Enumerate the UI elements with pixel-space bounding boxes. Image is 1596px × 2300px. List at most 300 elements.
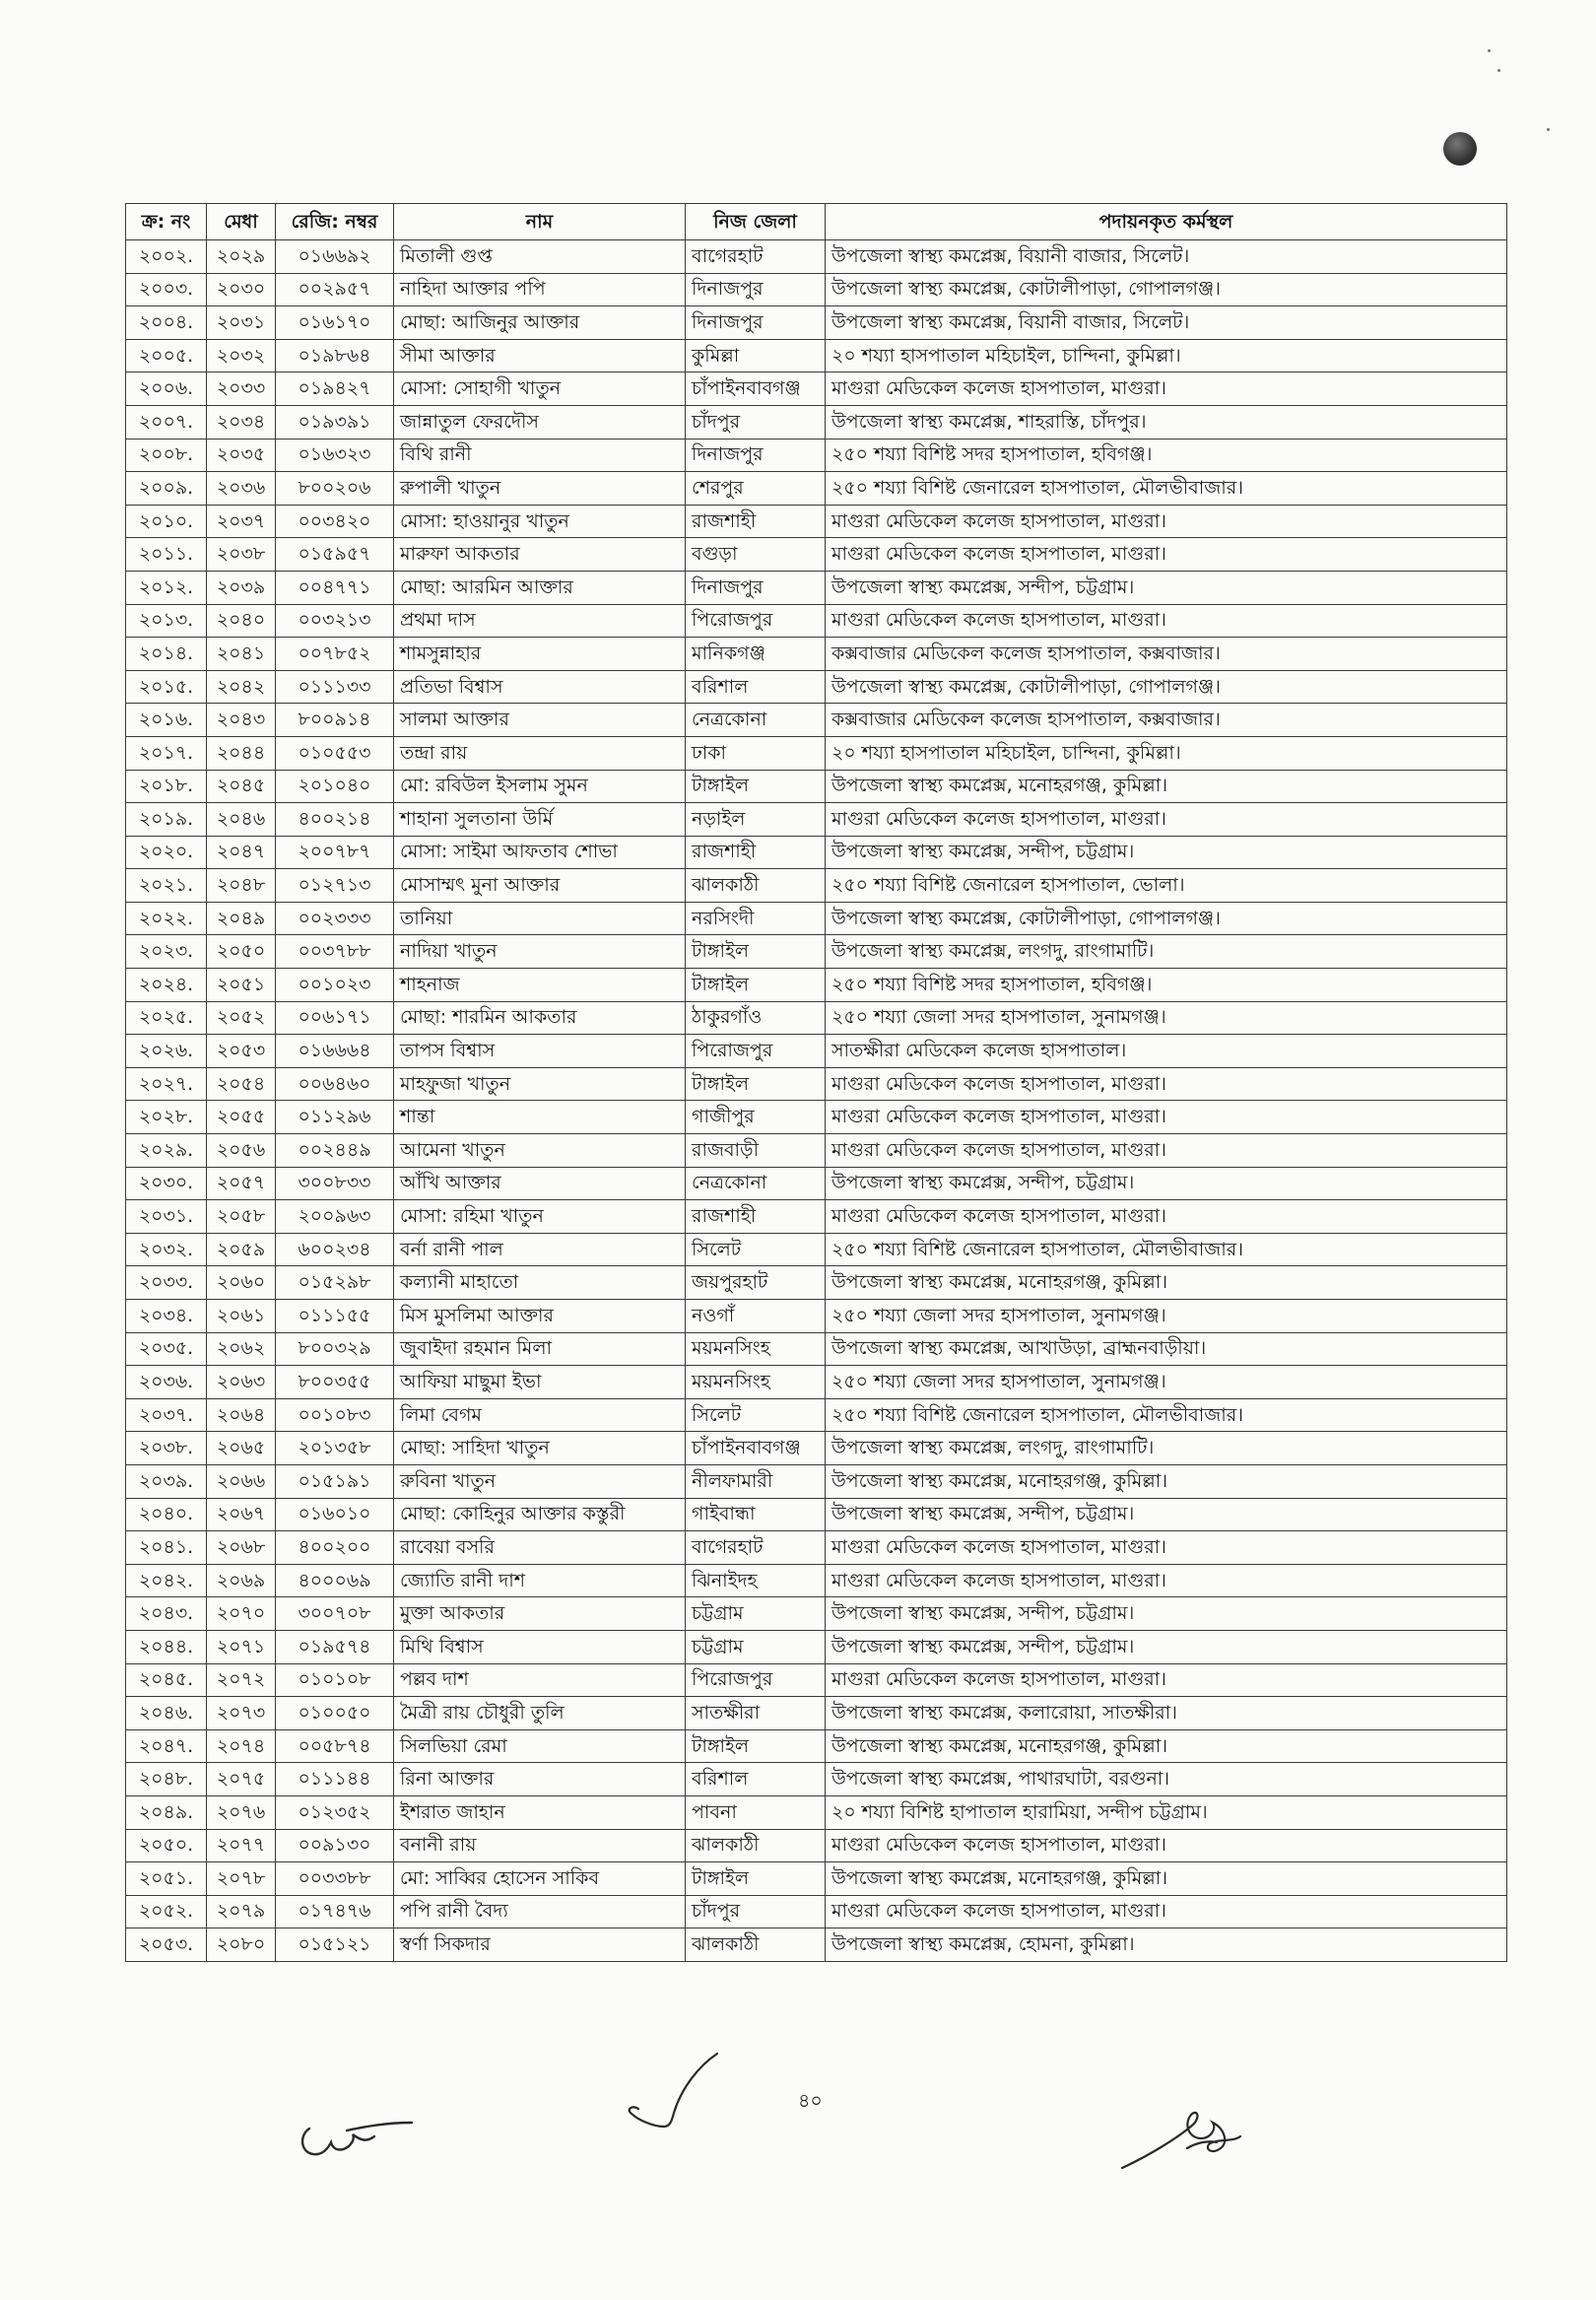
col-header-serial: ক্র: নং <box>126 204 207 240</box>
cell-district: দিনাজপুর <box>686 306 826 340</box>
cell-posting: উপজেলা স্বাস্থ্য কমপ্লেক্স, মনোহরগঞ্জ, কুমিল্লা। <box>826 770 1507 803</box>
cell-reg: ০১৬৬৯২ <box>276 240 394 274</box>
table-row <box>126 240 1507 274</box>
cell-name: মোসা: রহিমা খাতুন <box>394 1200 686 1234</box>
cell-reg: ০০৬১৭১ <box>276 1001 394 1035</box>
table-row <box>126 1167 1507 1200</box>
cell-merit: ২০৪৫ <box>207 770 276 803</box>
cell-name: মিস মুসলিমা আক্তার <box>394 1300 686 1333</box>
cell-serial: ২০০২. <box>126 240 207 274</box>
cell-serial: ২০৩৭. <box>126 1398 207 1432</box>
cell-serial: ২০০৪. <box>126 306 207 340</box>
table-row <box>126 1332 1507 1366</box>
cell-posting: মাগুরা মেডিকেল কলেজ হাসপাতাল, মাগুরা। <box>826 1895 1507 1928</box>
cell-reg: ৪০০২১৪ <box>276 803 394 837</box>
cell-name: মোছা: আজিনুর আক্তার <box>394 306 686 340</box>
cell-posting: ২৫০ শয্যা জেলা সদর হাসপাতাল, সুনামগঞ্জ। <box>826 1300 1507 1333</box>
cell-serial: ২০১২. <box>126 571 207 604</box>
table-row <box>126 803 1507 837</box>
cell-reg: ০১১১৫৫ <box>276 1300 394 1333</box>
cell-merit: ২০৫০ <box>207 935 276 969</box>
cell-reg: ০১৯৩৯১ <box>276 405 394 439</box>
cell-district: চাঁদপুর <box>686 1895 826 1928</box>
table-row <box>126 1928 1507 1962</box>
table-row <box>126 736 1507 770</box>
cell-reg: ০০২৪৪৯ <box>276 1134 394 1168</box>
cell-district: চাঁপাইনবাবগঞ্জ <box>686 372 826 406</box>
cell-district: বাগেরহাট <box>686 1531 826 1565</box>
cell-reg: ০১১১৪৪ <box>276 1763 394 1796</box>
cell-posting: মাগুরা মেডিকেল কলেজ হাসপাতাল, মাগুরা। <box>826 1829 1507 1862</box>
cell-name: রিনা আক্তার <box>394 1763 686 1796</box>
cell-posting: ২০ শয্যা বিশিষ্ট হাপাতাল হারামিয়া, সন্দীপ চট্টগ্রাম। <box>826 1795 1507 1829</box>
cell-serial: ২০২৭. <box>126 1067 207 1101</box>
cell-name: তাপস বিশ্বাস <box>394 1035 686 1068</box>
cell-name: বনানী রায় <box>394 1829 686 1862</box>
cell-name: সালমা আক্তার <box>394 704 686 737</box>
cell-district: পিরোজপুর <box>686 604 826 638</box>
cell-posting: উপজেলা স্বাস্থ্য কমপ্লেক্স, সন্দীপ, চট্টগ্রাম। <box>826 1597 1507 1631</box>
cell-posting: ২০ শয্যা হাসপাতাল মহিচাইল, চান্দিনা, কুমিল্লা। <box>826 736 1507 770</box>
table-row <box>126 1531 1507 1565</box>
table-row <box>126 869 1507 903</box>
cell-posting: মাগুরা মেডিকেল কলেজ হাসপাতাল, মাগুরা। <box>826 505 1507 538</box>
table-row <box>126 439 1507 472</box>
cell-reg: ৬০০২৩৪ <box>276 1233 394 1266</box>
cell-district: চট্টগ্রাম <box>686 1630 826 1663</box>
cell-posting: কক্সবাজার মেডিকেল কলেজ হাসপাতাল, কক্সবাজার। <box>826 638 1507 671</box>
table-body <box>126 240 1507 1962</box>
cell-posting: মাগুরা মেডিকেল কলেজ হাসপাতাল, মাগুরা। <box>826 1200 1507 1234</box>
cell-district: ঝালকাঠী <box>686 1829 826 1862</box>
cell-reg: ০১৭৪৭৬ <box>276 1895 394 1928</box>
cell-district: সাতক্ষীরা <box>686 1697 826 1730</box>
cell-name: মাহফুজা খাতুন <box>394 1067 686 1101</box>
cell-serial: ২০৪৮. <box>126 1763 207 1796</box>
cell-posting: ২৫০ শয্যা বিশিষ্ট সদর হাসপাতাল, হবিগঞ্জ। <box>826 969 1507 1002</box>
table-row <box>126 1795 1507 1829</box>
cell-name: পল্লব দাশ <box>394 1663 686 1697</box>
cell-district: চাঁপাইনবাবগঞ্জ <box>686 1432 826 1465</box>
table-row <box>126 935 1507 969</box>
cell-merit: ২০৬৩ <box>207 1366 276 1399</box>
cell-district: টাঙ্গাইল <box>686 1862 826 1896</box>
cell-posting: উপজেলা স্বাস্থ্য কমপ্লেক্স, কোটালীপাড়া, গোপালগঞ্জ। <box>826 902 1507 935</box>
cell-name: মোসা: সাইমা আফতাব শোভা <box>394 836 686 869</box>
cell-posting: কক্সবাজার মেডিকেল কলেজ হাসপাতাল, কক্সবাজার। <box>826 704 1507 737</box>
cell-posting: মাগুরা মেডিকেল কলেজ হাসপাতাল, মাগুরা। <box>826 1531 1507 1565</box>
cell-posting: উপজেলা স্বাস্থ্য কমপ্লেক্স, পাথারঘাটা, বরগুনা। <box>826 1763 1507 1796</box>
col-header-posting: পদায়নকৃত কর্মস্থল <box>826 204 1507 240</box>
cell-merit: ২০৩০ <box>207 273 276 306</box>
cell-name: লিমা বেগম <box>394 1398 686 1432</box>
cell-posting: উপজেলা স্বাস্থ্য কমপ্লেক্স, সন্দীপ, চট্টগ্রাম। <box>826 1167 1507 1200</box>
cell-posting: উপজেলা স্বাস্থ্য কমপ্লেক্স, কোটালীপাড়া, গোপালগঞ্জ। <box>826 273 1507 306</box>
signature-left <box>296 2109 424 2168</box>
cell-serial: ২০৩৮. <box>126 1432 207 1465</box>
cell-merit: ২০৬২ <box>207 1332 276 1366</box>
cell-name: শামসুন্নাহার <box>394 638 686 671</box>
cell-reg: ০১৫২৯৮ <box>276 1266 394 1300</box>
cell-district: সিলেট <box>686 1233 826 1266</box>
cell-district: ঠাকুরগাঁও <box>686 1001 826 1035</box>
cell-serial: ২০২৯. <box>126 1134 207 1168</box>
cell-name: রাবেয়া বসরি <box>394 1531 686 1565</box>
cell-merit: ২০৫৮ <box>207 1200 276 1234</box>
cell-posting: ২৫০ শয্যা বিশিষ্ট জেনারেল হাসপাতাল, ভোলা। <box>826 869 1507 903</box>
cell-reg: ০০৩২১৩ <box>276 604 394 638</box>
cell-merit: ২০৫৬ <box>207 1134 276 1168</box>
cell-district: দিনাজপুর <box>686 439 826 472</box>
posting-table <box>125 203 1507 1962</box>
table-row <box>126 1432 1507 1465</box>
cell-serial: ২০২৮. <box>126 1101 207 1134</box>
cell-district: মানিকগঞ্জ <box>686 638 826 671</box>
cell-merit: ২০৮০ <box>207 1928 276 1962</box>
cell-name: আঁখি আক্তার <box>394 1167 686 1200</box>
cell-reg: ৪০০২০০ <box>276 1531 394 1565</box>
cell-reg: ০১৬০১০ <box>276 1498 394 1531</box>
cell-posting: উপজেলা স্বাস্থ্য কমপ্লেক্স, আখাউড়া, ব্রাহ্মনবাড়ীয়া। <box>826 1332 1507 1366</box>
cell-posting: উপজেলা স্বাস্থ্য কমপ্লেক্স, মনোহরগঞ্জ, কুমিল্লা। <box>826 1464 1507 1498</box>
cell-district: দিনাজপুর <box>686 571 826 604</box>
cell-posting: ২৫০ শয্যা জেলা সদর হাসপাতাল, সুনামগঞ্জ। <box>826 1366 1507 1399</box>
cell-merit: ২০৫৩ <box>207 1035 276 1068</box>
ink-dot <box>1443 132 1477 166</box>
cell-district: বগুড়া <box>686 538 826 572</box>
cell-serial: ২০১৬. <box>126 704 207 737</box>
cell-merit: ২০৫৫ <box>207 1101 276 1134</box>
col-header-merit: মেধা <box>207 204 276 240</box>
cell-serial: ২০৫১. <box>126 1862 207 1896</box>
cell-merit: ২০৩২ <box>207 339 276 372</box>
cell-serial: ২০৪৩. <box>126 1597 207 1631</box>
table-row <box>126 1663 1507 1697</box>
cell-serial: ২০৩৬. <box>126 1366 207 1399</box>
cell-posting: মাগুরা মেডিকেল কলেজ হাসপাতাল, মাগুরা। <box>826 1101 1507 1134</box>
cell-merit: ২০৬৫ <box>207 1432 276 1465</box>
table-row <box>126 1101 1507 1134</box>
cell-merit: ২০২৯ <box>207 240 276 274</box>
cell-district: ঝালকাঠী <box>686 869 826 903</box>
cell-serial: ২০৫০. <box>126 1829 207 1862</box>
cell-serial: ২০৩০. <box>126 1167 207 1200</box>
cell-reg: ০০৩৩৮৮ <box>276 1862 394 1896</box>
col-header-name: নাম <box>394 204 686 240</box>
table-row <box>126 1134 1507 1168</box>
cell-merit: ২০৩৬ <box>207 472 276 506</box>
cell-district: জয়পুরহাট <box>686 1266 826 1300</box>
cell-merit: ২০৪০ <box>207 604 276 638</box>
cell-merit: ২০৩৮ <box>207 538 276 572</box>
cell-district: দিনাজপুর <box>686 273 826 306</box>
cell-merit: ২০৪১ <box>207 638 276 671</box>
cell-serial: ২০০৬. <box>126 372 207 406</box>
cell-district: শেরপুর <box>686 472 826 506</box>
cell-posting: উপজেলা স্বাস্থ্য কমপ্লেক্স, সন্দীপ, চট্টগ্রাম। <box>826 571 1507 604</box>
cell-posting: মাগুরা মেডিকেল কলেজ হাসপাতাল, মাগুরা। <box>826 538 1507 572</box>
cell-serial: ২০২৫. <box>126 1001 207 1035</box>
table-row <box>126 306 1507 340</box>
table-row <box>126 1233 1507 1266</box>
table-row <box>126 1067 1507 1101</box>
cell-serial: ২০১১. <box>126 538 207 572</box>
cell-reg: ০১২৭১৩ <box>276 869 394 903</box>
table-row <box>126 1697 1507 1730</box>
cell-name: জুবাইদা রহমান মিলা <box>394 1332 686 1366</box>
cell-name: মোসা: হাওয়ানুর খাতুন <box>394 505 686 538</box>
cell-district: বরিশাল <box>686 670 826 704</box>
cell-serial: ২০১৫. <box>126 670 207 704</box>
table-row <box>126 1630 1507 1663</box>
cell-reg: ০১৬৬৬৪ <box>276 1035 394 1068</box>
cell-name: মোছা: আরমিন আক্তার <box>394 571 686 604</box>
cell-merit: ২০৭৯ <box>207 1895 276 1928</box>
cell-posting: উপজেলা স্বাস্থ্য কমপ্লেক্স, সন্দীপ, চট্টগ্রাম। <box>826 1498 1507 1531</box>
cell-serial: ২০১৩. <box>126 604 207 638</box>
cell-posting: উপজেলা স্বাস্থ্য কমপ্লেক্স, সন্দীপ, চট্টগ্রাম। <box>826 836 1507 869</box>
cell-serial: ২০০৮. <box>126 439 207 472</box>
cell-posting: সাতক্ষীরা মেডিকেল কলেজ হাসপাতাল। <box>826 1035 1507 1068</box>
cell-district: পিরোজপুর <box>686 1035 826 1068</box>
cell-merit: ২০৬৬ <box>207 1464 276 1498</box>
cell-reg: ০০৭৮৫২ <box>276 638 394 671</box>
cell-serial: ২০৩৫. <box>126 1332 207 1366</box>
cell-name: মারুফা আকতার <box>394 538 686 572</box>
cell-reg: ০০৫৮৭৪ <box>276 1729 394 1763</box>
cell-serial: ২০৪৬. <box>126 1697 207 1730</box>
cell-district: নীলফামারী <box>686 1464 826 1498</box>
cell-reg: ০১০০৫০ <box>276 1697 394 1730</box>
cell-reg: ০১৫১২১ <box>276 1928 394 1962</box>
cell-serial: ২০৩৩. <box>126 1266 207 1300</box>
cell-serial: ২০২৪. <box>126 969 207 1002</box>
table-row <box>126 1498 1507 1531</box>
cell-merit: ২০৭২ <box>207 1663 276 1697</box>
cell-name: রুপালী খাতুন <box>394 472 686 506</box>
cell-merit: ২০৭৫ <box>207 1763 276 1796</box>
table-row <box>126 1829 1507 1862</box>
cell-serial: ২০৪১. <box>126 1531 207 1565</box>
cell-merit: ২০৫৯ <box>207 1233 276 1266</box>
cell-merit: ২০৪৯ <box>207 902 276 935</box>
cell-district: সিলেট <box>686 1398 826 1432</box>
cell-reg: ০১১২৯৬ <box>276 1101 394 1134</box>
table-row <box>126 1266 1507 1300</box>
cell-district: রাজবাড়ী <box>686 1134 826 1168</box>
cell-name: মিথি বিশ্বাস <box>394 1630 686 1663</box>
cell-district: টাঙ্গাইল <box>686 969 826 1002</box>
col-header-reg: রেজি: নম্বর <box>276 204 394 240</box>
cell-serial: ২০৩১. <box>126 1200 207 1234</box>
table-row <box>126 1001 1507 1035</box>
cell-name: আমেনা খাতুন <box>394 1134 686 1168</box>
cell-name: তানিয়া <box>394 902 686 935</box>
cell-serial: ২০২০. <box>126 836 207 869</box>
cell-serial: ২০০৩. <box>126 273 207 306</box>
cell-district: কুমিল্লা <box>686 339 826 372</box>
cell-merit: ২০৭৬ <box>207 1795 276 1829</box>
cell-posting: উপজেলা স্বাস্থ্য কমপ্লেক্স, বিয়ানী বাজার, সিলেট। <box>826 240 1507 274</box>
cell-name: সীমা আক্তার <box>394 339 686 372</box>
cell-name: মুক্তা আকতার <box>394 1597 686 1631</box>
cell-serial: ২০৪০. <box>126 1498 207 1531</box>
cell-name: কল্যানী মাহাতো <box>394 1266 686 1300</box>
cell-merit: ২০৩৩ <box>207 372 276 406</box>
cell-district: টাঙ্গাইল <box>686 935 826 969</box>
cell-merit: ২০৩৫ <box>207 439 276 472</box>
cell-posting: ২০ শয্যা হাসপাতাল মহিচাইল, চান্দিনা, কুমিল্লা। <box>826 339 1507 372</box>
cell-district: পিরোজপুর <box>686 1663 826 1697</box>
cell-name: জান্নাতুল ফেরদৌস <box>394 405 686 439</box>
cell-posting: উপজেলা স্বাস্থ্য কমপ্লেক্স, কোটালীপাড়া, গোপালগঞ্জ। <box>826 670 1507 704</box>
table-row <box>126 372 1507 406</box>
cell-district: রাজশাহী <box>686 836 826 869</box>
cell-merit: ২০৪৪ <box>207 736 276 770</box>
scan-speck <box>1497 69 1500 72</box>
cell-name: পপি রানী বৈদ্য <box>394 1895 686 1928</box>
cell-serial: ২০১৯. <box>126 803 207 837</box>
cell-name: বর্না রানী পাল <box>394 1233 686 1266</box>
cell-district: টাঙ্গাইল <box>686 770 826 803</box>
cell-posting: মাগুরা মেডিকেল কলেজ হাসপাতাল, মাগুরা। <box>826 803 1507 837</box>
cell-merit: ২০৪৬ <box>207 803 276 837</box>
cell-serial: ২০৩২. <box>126 1233 207 1266</box>
table-row <box>126 638 1507 671</box>
cell-district: ময়মনসিংহ <box>686 1332 826 1366</box>
cell-merit: ২০৬৯ <box>207 1564 276 1597</box>
cell-posting: উপজেলা স্বাস্থ্য কমপ্লেক্স, বিয়ানী বাজার, সিলেট। <box>826 306 1507 340</box>
cell-name: প্রথমা দাস <box>394 604 686 638</box>
cell-serial: ২০২৬. <box>126 1035 207 1068</box>
cell-reg: ৮০০৩২৯ <box>276 1332 394 1366</box>
col-header-district: নিজ জেলা <box>686 204 826 240</box>
cell-reg: ০০৩৭৮৮ <box>276 935 394 969</box>
cell-posting: উপজেলা স্বাস্থ্য কমপ্লেক্স, সন্দীপ, চট্টগ্রাম। <box>826 1630 1507 1663</box>
cell-reg: ০১৫৯৫৭ <box>276 538 394 572</box>
cell-reg: ০১৬৩২৩ <box>276 439 394 472</box>
cell-serial: ২০২৩. <box>126 935 207 969</box>
cell-posting: ২৫০ শয্যা বিশিষ্ট জেনারেল হাসপাতাল, মৌলভীবাজার। <box>826 472 1507 506</box>
cell-district: নওগাঁ <box>686 1300 826 1333</box>
table-header-row <box>126 204 1507 240</box>
table-row <box>126 836 1507 869</box>
cell-name: নাহিদা আক্তার পপি <box>394 273 686 306</box>
cell-reg: ০১৯৫৭৪ <box>276 1630 394 1663</box>
table-row <box>126 1729 1507 1763</box>
cell-posting: ২৫০ শয্যা বিশিষ্ট সদর হাসপাতাল, হবিগঞ্জ। <box>826 439 1507 472</box>
cell-serial: ২০৩৪. <box>126 1300 207 1333</box>
cell-serial: ২০১৭. <box>126 736 207 770</box>
cell-merit: ২০৭৮ <box>207 1862 276 1896</box>
cell-district: চাঁদপুর <box>686 405 826 439</box>
table-row <box>126 1398 1507 1432</box>
cell-reg: ৪০০০৬৯ <box>276 1564 394 1597</box>
cell-posting: ২৫০ শয্যা বিশিষ্ট জেনারেল হাসপাতাল, মৌলভীবাজার। <box>826 1233 1507 1266</box>
cell-serial: ২০৩৯. <box>126 1464 207 1498</box>
cell-reg: ০১৫১৯১ <box>276 1464 394 1498</box>
page-number: ৪০ <box>798 2090 823 2112</box>
cell-name: মো: সাব্বির হোসেন সাকিব <box>394 1862 686 1896</box>
cell-merit: ২০৫১ <box>207 969 276 1002</box>
cell-district: রাজশাহী <box>686 1200 826 1234</box>
cell-name: বিথি রানী <box>394 439 686 472</box>
cell-posting: মাগুরা মেডিকেল কলেজ হাসপাতাল, মাগুরা। <box>826 1067 1507 1101</box>
cell-district: গাইবান্ধা <box>686 1498 826 1531</box>
table-row <box>126 1763 1507 1796</box>
cell-merit: ২০৬০ <box>207 1266 276 1300</box>
cell-posting: মাগুরা মেডিকেল কলেজ হাসপাতাল, মাগুরা। <box>826 1663 1507 1697</box>
cell-merit: ২০৫২ <box>207 1001 276 1035</box>
cell-name: মোছা: সাহিদা খাতুন <box>394 1432 686 1465</box>
table-row <box>126 571 1507 604</box>
cell-name: শান্তা <box>394 1101 686 1134</box>
cell-posting: মাগুরা মেডিকেল কলেজ হাসপাতাল, মাগুরা। <box>826 372 1507 406</box>
cell-name: শাহনাজ <box>394 969 686 1002</box>
cell-district: রাজশাহী <box>686 505 826 538</box>
cell-merit: ২০৬৪ <box>207 1398 276 1432</box>
cell-posting: উপজেলা স্বাস্থ্য কমপ্লেক্স, মনোহরগঞ্জ, কুমিল্লা। <box>826 1862 1507 1896</box>
table-row <box>126 1895 1507 1928</box>
cell-serial: ২০৪৪. <box>126 1630 207 1663</box>
cell-serial: ২০৪৫. <box>126 1663 207 1697</box>
cell-posting: মাগুরা মেডিকেল কলেজ হাসপাতাল, মাগুরা। <box>826 1134 1507 1168</box>
cell-posting: উপজেলা স্বাস্থ্য কমপ্লেক্স, হোমনা, কুমিল্লা। <box>826 1928 1507 1962</box>
table-row <box>126 670 1507 704</box>
signature-middle <box>611 2048 739 2136</box>
cell-reg: ০০৩৪২০ <box>276 505 394 538</box>
cell-district: টাঙ্গাইল <box>686 1729 826 1763</box>
cell-reg: ০০১০৮৩ <box>276 1398 394 1432</box>
cell-merit: ২০৬৭ <box>207 1498 276 1531</box>
cell-posting: উপজেলা স্বাস্থ্য কমপ্লেক্স, লংগদু, রাংগামাটি। <box>826 935 1507 969</box>
cell-merit: ২০৩৪ <box>207 405 276 439</box>
cell-serial: ২০১৪. <box>126 638 207 671</box>
cell-posting: মাগুরা মেডিকেল কলেজ হাসপাতাল, মাগুরা। <box>826 1564 1507 1597</box>
cell-reg: ০০২৩৩৩ <box>276 902 394 935</box>
table-row <box>126 505 1507 538</box>
cell-reg: ২০১০৪০ <box>276 770 394 803</box>
cell-reg: ০০৬৪৬০ <box>276 1067 394 1101</box>
cell-serial: ২০৫৩. <box>126 1928 207 1962</box>
cell-name: ইশরাত জাহান <box>394 1795 686 1829</box>
table-row <box>126 1862 1507 1896</box>
cell-name: আফিয়া মাছুমা ইভা <box>394 1366 686 1399</box>
table-row <box>126 273 1507 306</box>
table-row <box>126 1300 1507 1333</box>
cell-merit: ২০৭১ <box>207 1630 276 1663</box>
cell-merit: ২০৬১ <box>207 1300 276 1333</box>
cell-name: জ্যোতি রানী দাশ <box>394 1564 686 1597</box>
table-row <box>126 604 1507 638</box>
table-row <box>126 902 1507 935</box>
cell-merit: ২০৪২ <box>207 670 276 704</box>
table-row <box>126 1035 1507 1068</box>
cell-serial: ২০২২. <box>126 902 207 935</box>
table-row <box>126 1564 1507 1597</box>
table-row <box>126 770 1507 803</box>
cell-reg: ০০৯১৩০ <box>276 1829 394 1862</box>
table-row <box>126 1366 1507 1399</box>
cell-district: বাগেরহাট <box>686 240 826 274</box>
cell-reg: ২০০৭৮৭ <box>276 836 394 869</box>
cell-reg: ৮০০৩৫৫ <box>276 1366 394 1399</box>
cell-name: শাহানা সুলতানা উর্মি <box>394 803 686 837</box>
cell-posting: ২৫০ শয্যা জেলা সদর হাসপাতাল, সুনামগঞ্জ। <box>826 1001 1507 1035</box>
cell-posting: উপজেলা স্বাস্থ্য কমপ্লেক্স, লংগদু, রাংগামাটি। <box>826 1432 1507 1465</box>
table-row <box>126 339 1507 372</box>
cell-merit: ২০৩১ <box>207 306 276 340</box>
